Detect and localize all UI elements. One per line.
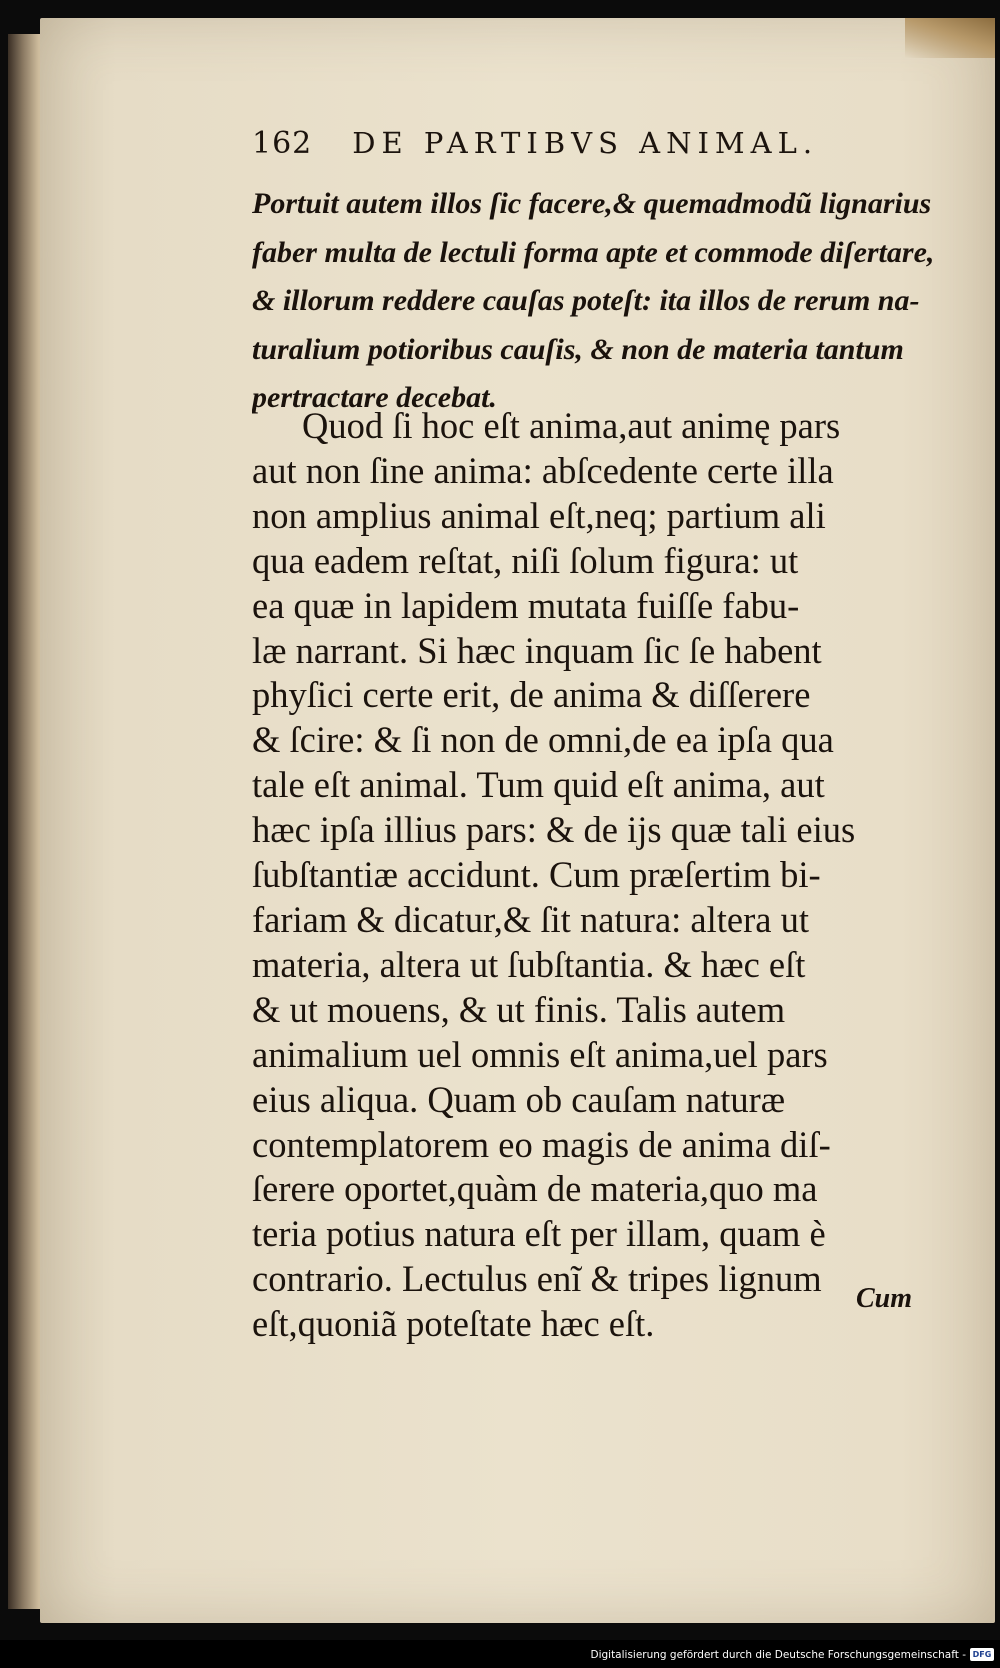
catchword: Cum (855, 1283, 912, 1314)
roman-line: animalium uel omnis eſt anima,uel pars (252, 1033, 828, 1075)
roman-line: & ſcire: & ſi non de omni,de ea ipſa qua (252, 719, 834, 761)
roman-line: qua eadem reſtat, niſi ſolum figura: ut (252, 539, 799, 581)
running-head (252, 126, 892, 172)
italic-line: pertractare decebat. (252, 381, 497, 414)
dfg-logo: DFG (970, 1648, 994, 1661)
roman-line: ea quæ in lapidem mutata fuiſſe fabu- (252, 584, 800, 626)
roman-line: contemplatorem eo magis de anima diſ- (252, 1123, 831, 1165)
italic-line: turalium potioribus cauſis, & non de materia tantum (252, 332, 904, 366)
roman-line: ſubſtantiæ accidunt. Cum præſertim bi- (252, 854, 821, 896)
running-head-title: DE PARTIBVS ANIMAL. (352, 126, 819, 160)
italic-line: & illorum reddere cauſas poteſt: ita illos de rerum na- (252, 284, 920, 317)
roman-line: hæc ipſa illius pars: & de ijs quæ tali eius (252, 809, 856, 851)
roman-line: Quod ſi hoc eſt anima,aut animę pars (302, 405, 841, 446)
italic-paragraph (252, 180, 972, 423)
italic-line: faber multa de lectuli forma apte et commode diſertare, (252, 235, 935, 269)
roman-line: eſt,quoniã poteſtate hæc eſt. (252, 1303, 655, 1345)
roman-line: non amplius animal eſt,neq; partium ali (252, 494, 826, 536)
roman-line: læ narrant. Si hæc inquam ſic ſe habent (252, 629, 822, 671)
roman-line: ſerere oportet,quàm de materia,quo ma (252, 1168, 818, 1210)
roman-line: eius aliqua. Quam ob cauſam naturæ (252, 1078, 786, 1120)
roman-line: contrario. Lectulus enĩ & tripes lignum (252, 1258, 822, 1300)
page-number: 162 (252, 126, 313, 161)
roman-line: phyſici certe erit, de anima & diſſerere (252, 674, 811, 716)
roman-line: aut non ſine anima: abſcedente certe illa (252, 449, 834, 491)
roman-line: fariam & dicatur,& ſit natura: altera ut (252, 898, 809, 940)
roman-paragraph (252, 404, 972, 1347)
roman-line: materia, altera ut ſubſtantia. & hæc eſt (252, 943, 806, 985)
digitization-credit: Digitalisierung gefördert durch die Deutsche Forschungsgemeinschaft - (590, 1649, 966, 1661)
roman-line: & ut mouens, & ut finis. Talis autem (252, 988, 786, 1030)
roman-line: tale eſt animal. Tum quid eſt anima, aut (252, 764, 825, 806)
page-corner-stain (905, 18, 995, 58)
roman-line: teria potius natura eſt per illam, quam è (252, 1213, 826, 1255)
italic-line: Portuit autem illos ſic facere,& quemadmodũ lignarius (252, 187, 932, 220)
